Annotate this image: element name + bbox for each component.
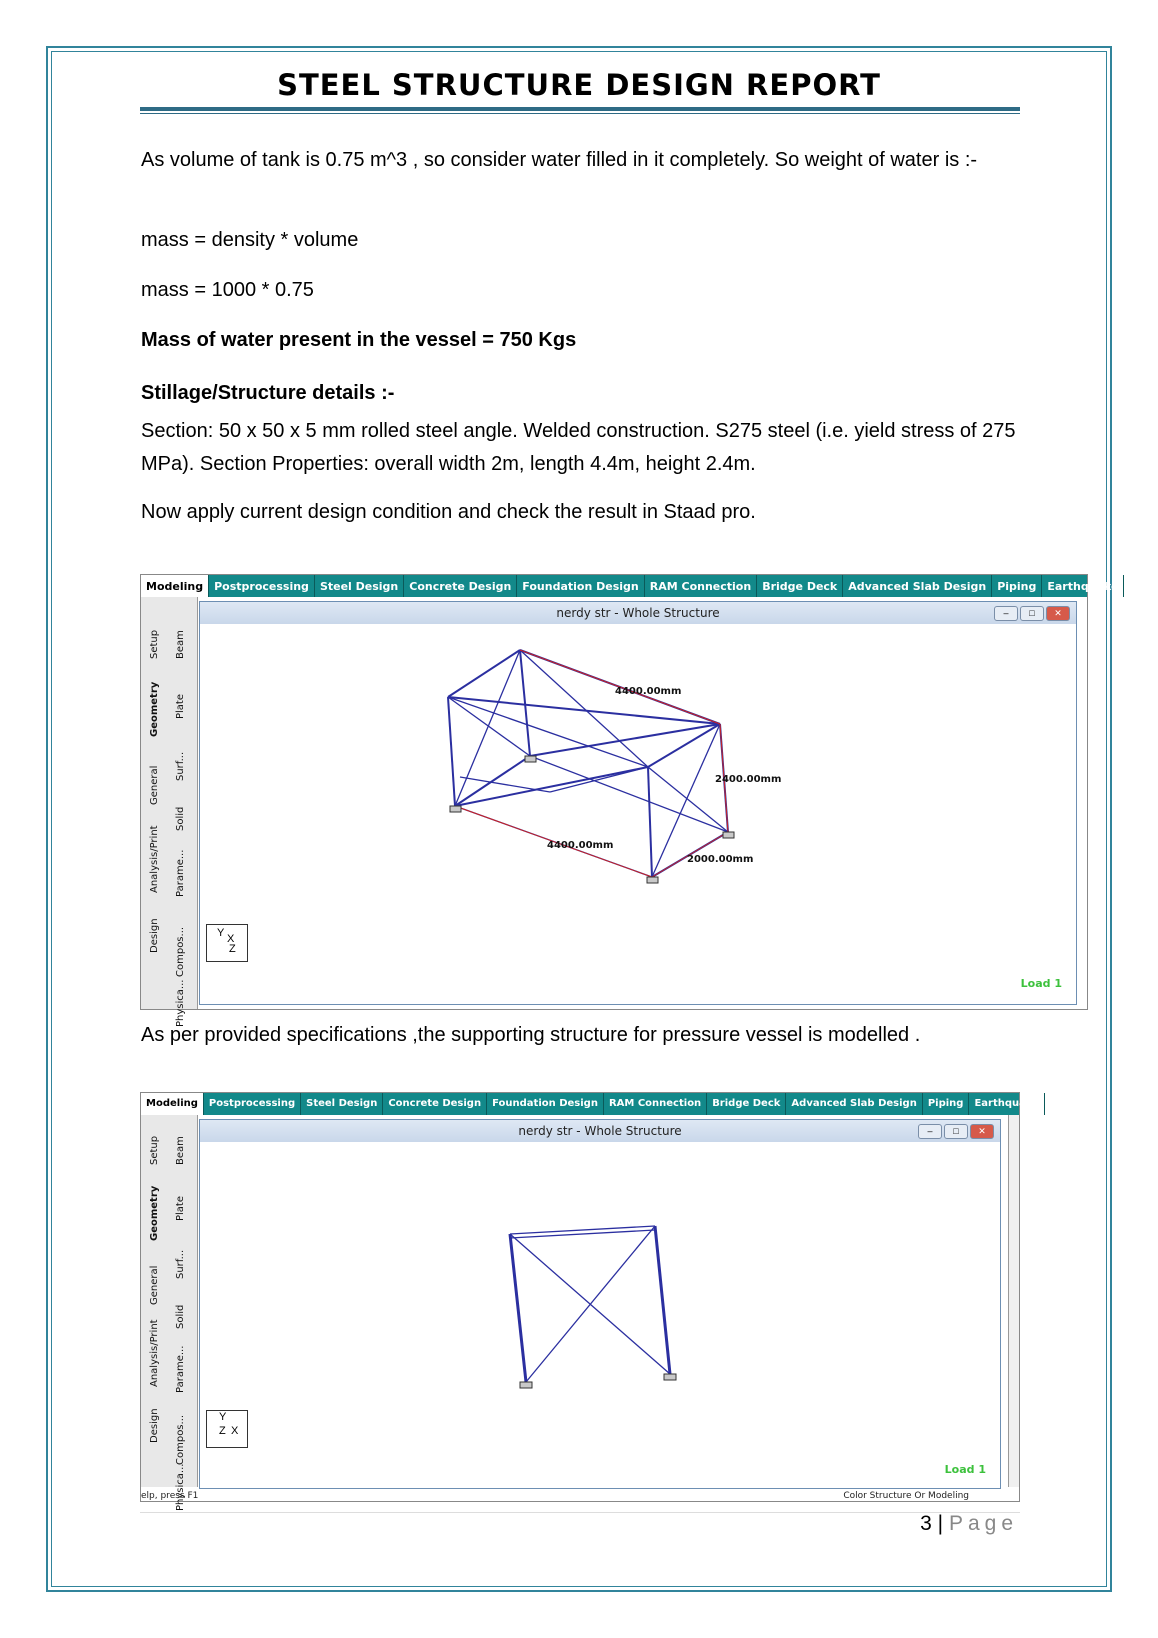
paragraph-apply-design: Now apply current design condition and check the result in Staad pro. (141, 501, 756, 523)
page-word: Page (948, 1512, 1018, 1535)
tool-beam-2[interactable]: Beam (175, 1136, 186, 1165)
tab-advanced-slab-design[interactable]: Advanced Slab Design (843, 575, 992, 597)
tool-plate-2[interactable]: Plate (175, 1195, 186, 1221)
tab-bridge-deck[interactable]: Bridge Deck (757, 575, 843, 597)
close-icon-2[interactable]: ✕ (970, 1124, 994, 1139)
tab-concrete-design[interactable]: Concrete Design (404, 575, 517, 597)
structure-front-drawing (200, 1120, 1000, 1488)
minimize-icon-2[interactable]: – (918, 1124, 942, 1139)
side-tab-design-2[interactable]: Design (149, 1408, 160, 1443)
tool-parameters[interactable]: Parame... (175, 849, 186, 897)
axis-x-label: X (227, 933, 235, 945)
tab-postprocessing-2[interactable]: Postprocessing (204, 1093, 301, 1115)
side-tab-general[interactable]: General (149, 765, 160, 805)
tab-steel-design[interactable]: Steel Design (315, 575, 404, 597)
right-toolbar-strip (1008, 1115, 1019, 1487)
tab-earthquake-2[interactable]: Earthquake (969, 1093, 1045, 1115)
tab-modeling[interactable]: Modeling (141, 575, 209, 597)
paragraph-section: Section: 50 x 50 x 5 mm rolled steel angle. Welded construction. S275 steel (i.e. yield stress of 275 MPa). Section Properties: overall width 2m, length 4.4m, height 2.4m. (141, 420, 1016, 475)
axis-x-label-2: X (231, 1425, 239, 1437)
staad-tabbar-2 (141, 1093, 1040, 1115)
maximize-icon[interactable]: □ (1020, 606, 1044, 621)
dim-length-bottom: 4400.00mm (547, 840, 614, 851)
tab-bridge-deck-2[interactable]: Bridge Deck (707, 1093, 786, 1115)
tab-piping-2[interactable]: Piping (923, 1093, 970, 1115)
status-right: Color Structure Or Modeling (843, 1491, 969, 1501)
window-titlebar-2: nerdy str - Whole Structure (200, 1120, 1000, 1142)
tool-plate[interactable]: Plate (175, 693, 186, 719)
structure-isometric-drawing (200, 602, 1076, 1004)
tool-surface[interactable]: Surf... (175, 751, 186, 781)
close-icon[interactable]: ✕ (1046, 606, 1070, 621)
axis-y-label-2: Y (219, 1411, 227, 1423)
tab-ram-connection-2[interactable]: RAM Connection (604, 1093, 707, 1115)
paragraph-volume: As volume of tank is 0.75 m^3 , so consider water filled in it completely. So weight of water is :- (141, 149, 978, 171)
tool-composite[interactable]: Compos... (175, 926, 186, 977)
paragraph-modelled: As per provided specifications ,the supporting structure for pressure vessel is modelled . (141, 1024, 921, 1046)
axis-triad (206, 924, 248, 962)
section-heading-structure: Stillage/Structure details :- (141, 382, 395, 404)
tab-earthquake[interactable]: Earthquake (1042, 575, 1124, 597)
side-tab-geometry[interactable]: Geometry (149, 681, 160, 737)
load-case-label-2: Load 1 (944, 1463, 986, 1476)
dim-length-top: 4400.00mm (615, 686, 682, 697)
staad-side-panel (141, 597, 198, 1027)
tab-foundation-design[interactable]: Foundation Design (517, 575, 644, 597)
tool-surface-2[interactable]: Surf... (175, 1249, 186, 1279)
tab-modeling-2[interactable]: Modeling (141, 1093, 204, 1115)
status-left: elp, press F1 (141, 1491, 199, 1501)
maximize-icon-2[interactable]: □ (944, 1124, 968, 1139)
side-tab-general-2[interactable]: General (149, 1265, 160, 1305)
dim-width: 2000.00mm (687, 854, 754, 865)
tool-solid[interactable]: Solid (175, 806, 186, 831)
page-number-value: 3 (920, 1512, 932, 1535)
formula-mass: mass = density * volume (141, 229, 359, 251)
title-rule-thin (140, 113, 1020, 114)
axis-z-label-2: Z (219, 1425, 226, 1437)
axis-y-label: Y (217, 927, 225, 939)
tool-physical-2[interactable]: Physica... (175, 1463, 186, 1511)
side-tab-setup[interactable]: Setup (149, 629, 160, 659)
tab-ram-connection[interactable]: RAM Connection (645, 575, 757, 597)
page-separator: | (937, 1512, 944, 1535)
side-tab-setup-2[interactable]: Setup (149, 1135, 160, 1165)
side-tab-geometry-2[interactable]: Geometry (149, 1185, 160, 1241)
page-number (920, 1512, 1018, 1536)
axis-triad-2 (206, 1410, 248, 1448)
formula-mass-values: mass = 1000 * 0.75 (141, 279, 314, 301)
title-rule-thick (140, 107, 1020, 111)
tab-foundation-design-2[interactable]: Foundation Design (487, 1093, 604, 1115)
staad-view-window-2 (199, 1119, 1001, 1489)
tab-steel-design-2[interactable]: Steel Design (301, 1093, 383, 1115)
axis-z-label: Z (229, 943, 236, 955)
tool-physical[interactable]: Physica... (175, 979, 186, 1027)
staad-screenshot-isometric (140, 574, 1119, 1027)
tool-parameters-2[interactable]: Parame... (175, 1345, 186, 1393)
side-tab-analysis-print[interactable]: Analysis/Print (149, 825, 160, 893)
dim-height: 2400.00mm (715, 774, 782, 785)
staad-tabbar (141, 575, 1119, 597)
tool-solid-2[interactable]: Solid (175, 1304, 186, 1329)
side-tab-design[interactable]: Design (149, 918, 160, 953)
tab-postprocessing[interactable]: Postprocessing (209, 575, 315, 597)
load-case-label: Load 1 (1020, 977, 1062, 990)
tab-advanced-slab-design-2[interactable]: Advanced Slab Design (786, 1093, 922, 1115)
tool-beam[interactable]: Beam (175, 630, 186, 659)
tool-composite-2[interactable]: Compos... (175, 1414, 186, 1465)
staad-screenshot-front (140, 1092, 1040, 1511)
window-titlebar: nerdy str - Whole Structure (200, 602, 1076, 624)
report-title: STEEL STRUCTURE DESIGN REPORT (277, 68, 881, 102)
tab-piping[interactable]: Piping (992, 575, 1042, 597)
minimize-icon[interactable]: – (994, 606, 1018, 621)
result-mass-water: Mass of water present in the vessel = 750 Kgs (141, 329, 577, 351)
side-tab-analysis-print-2[interactable]: Analysis/Print (149, 1319, 160, 1387)
tab-concrete-design-2[interactable]: Concrete Design (383, 1093, 487, 1115)
footer-rule (140, 1512, 1020, 1513)
staad-view-window (199, 601, 1077, 1005)
